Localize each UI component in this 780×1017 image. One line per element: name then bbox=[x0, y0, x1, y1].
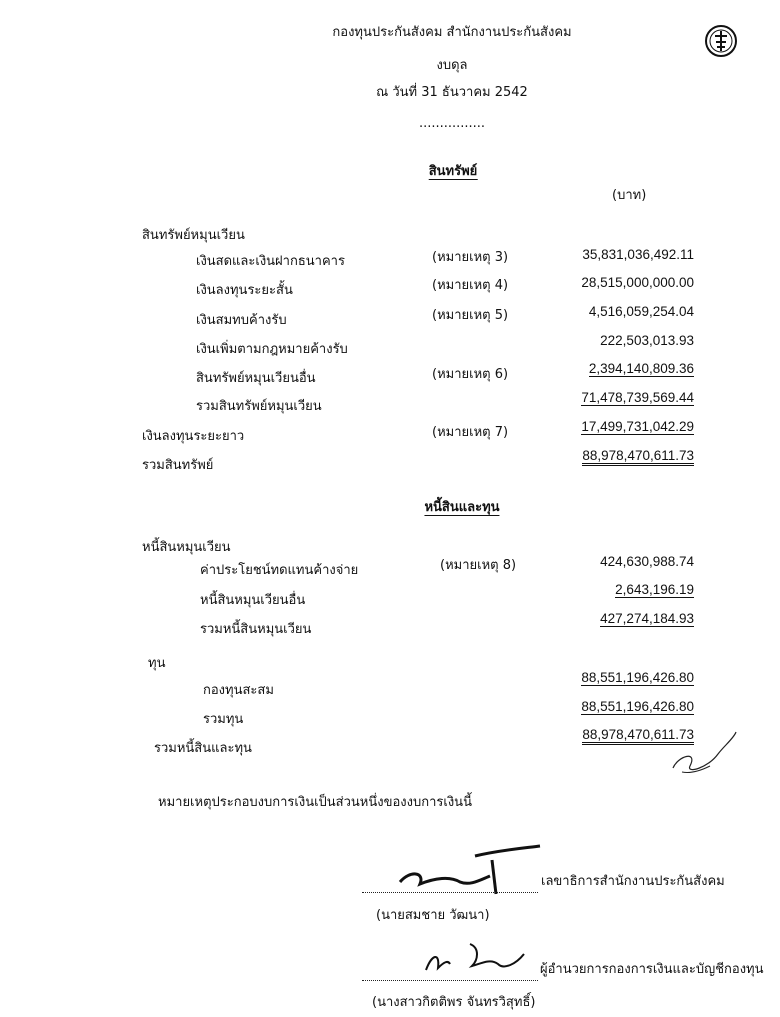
total-current-liabilities-label: รวมหนี้สินหมุนเวียน bbox=[200, 622, 312, 637]
asset-row-amount: 2,394,140,809.36 bbox=[588, 361, 694, 376]
accumulated-fund-amount: 88,551,196,426.80 bbox=[581, 670, 694, 685]
total-liabilities-equity-label: รวมหนี้สินและทุน bbox=[154, 741, 252, 756]
emblem-seal-icon bbox=[704, 24, 738, 58]
asset-row-label: เงินสดและเงินฝากธนาคาร bbox=[196, 254, 345, 269]
org-title: กองทุนประกันสังคม สำนักงานประกันสังคม bbox=[332, 25, 572, 40]
unit-label: (บาท) bbox=[612, 188, 647, 203]
liability-row-label: ค่าประโยชน์ทดแทนค้างจ่าย bbox=[200, 563, 359, 578]
footnote: หมายเหตุประกอบงบการเงินเป็นส่วนหนึ่งของงบการเงินนี้ bbox=[158, 795, 472, 810]
asset-row-amount: 35,831,036,492.11 bbox=[582, 247, 694, 262]
asset-row-label: เงินสมทบค้างรับ bbox=[196, 313, 287, 328]
total-assets-amount: 88,978,470,611.73 bbox=[582, 448, 694, 466]
asset-row-label: เงินเพิ่มตามกฎหมายค้างรับ bbox=[196, 342, 348, 357]
asset-row-note: (หมายเหตุ 6) bbox=[432, 367, 509, 382]
total-assets-label: รวมสินทรัพย์ bbox=[142, 458, 214, 473]
longterm-investment-note: (หมายเหตุ 7) bbox=[432, 425, 509, 440]
signature-1-icon bbox=[380, 842, 550, 902]
total-current-liabilities-amount: 427,274,184.93 bbox=[600, 611, 694, 626]
header-dots: ................ bbox=[418, 116, 486, 131]
assets-heading: สินทรัพย์ bbox=[428, 164, 478, 179]
liability-row-note: (หมายเหตุ 8) bbox=[440, 558, 517, 573]
total-equity-label: รวมทุน bbox=[203, 712, 244, 727]
statement-title: งบดุล bbox=[436, 58, 468, 73]
asset-row-note: (หมายเหตุ 4) bbox=[432, 278, 509, 293]
initials-scribble-icon bbox=[668, 728, 738, 778]
signature-1-name: (นายสมชาย วัฒนา) bbox=[376, 908, 490, 923]
statement-date: ณ วันที่ 31 ธันวาคม 2542 bbox=[376, 85, 528, 100]
asset-row-label: สินทรัพย์หมุนเวียนอื่น bbox=[196, 371, 316, 386]
total-liabilities-equity-amount: 88,978,470,611.73 bbox=[582, 727, 694, 745]
liability-row-label: หนี้สินหมุนเวียนอื่น bbox=[200, 593, 306, 608]
liabilities-heading: หนี้สินและทุน bbox=[424, 500, 500, 515]
asset-row-note: (หมายเหตุ 3) bbox=[432, 250, 509, 265]
equity-label: ทุน bbox=[148, 656, 166, 671]
signature-1-title: เลขาธิการสำนักงานประกันสังคม bbox=[541, 874, 725, 889]
signature-2-line bbox=[362, 980, 538, 981]
signature-2-name: (นางสาวกิตติพร จันทรวิสุทธิ์) bbox=[372, 995, 536, 1010]
asset-row-note: (หมายเหตุ 5) bbox=[432, 308, 509, 323]
signature-2-title: ผู้อำนวยการกองการเงินและบัญชีกองทุน bbox=[540, 962, 764, 977]
accumulated-fund-label: กองทุนสะสม bbox=[203, 683, 274, 698]
longterm-investment-label: เงินลงทุนระยะยาว bbox=[142, 429, 245, 444]
asset-row-amount: 28,515,000,000.00 bbox=[581, 275, 694, 290]
signature-2-icon bbox=[420, 934, 530, 984]
current-liabilities-label: หนี้สินหมุนเวียน bbox=[142, 540, 231, 555]
liability-row-amount: 424,630,988.74 bbox=[600, 554, 694, 569]
longterm-investment-amount: 17,499,731,042.29 bbox=[581, 419, 694, 434]
total-equity-amount: 88,551,196,426.80 bbox=[581, 699, 694, 714]
asset-row-amount: 222,503,013.93 bbox=[600, 333, 694, 348]
current-assets-label: สินทรัพย์หมุนเวียน bbox=[142, 228, 245, 243]
signature-1-line bbox=[362, 892, 538, 893]
total-current-assets-amount: 71,478,739,569.44 bbox=[581, 390, 694, 405]
asset-row-label: เงินลงทุนระยะสั้น bbox=[196, 283, 293, 298]
asset-row-amount: 4,516,059,254.04 bbox=[588, 304, 694, 319]
total-current-assets-label: รวมสินทรัพย์หมุนเวียน bbox=[196, 399, 322, 414]
liability-row-amount: 2,643,196.19 bbox=[615, 582, 694, 597]
